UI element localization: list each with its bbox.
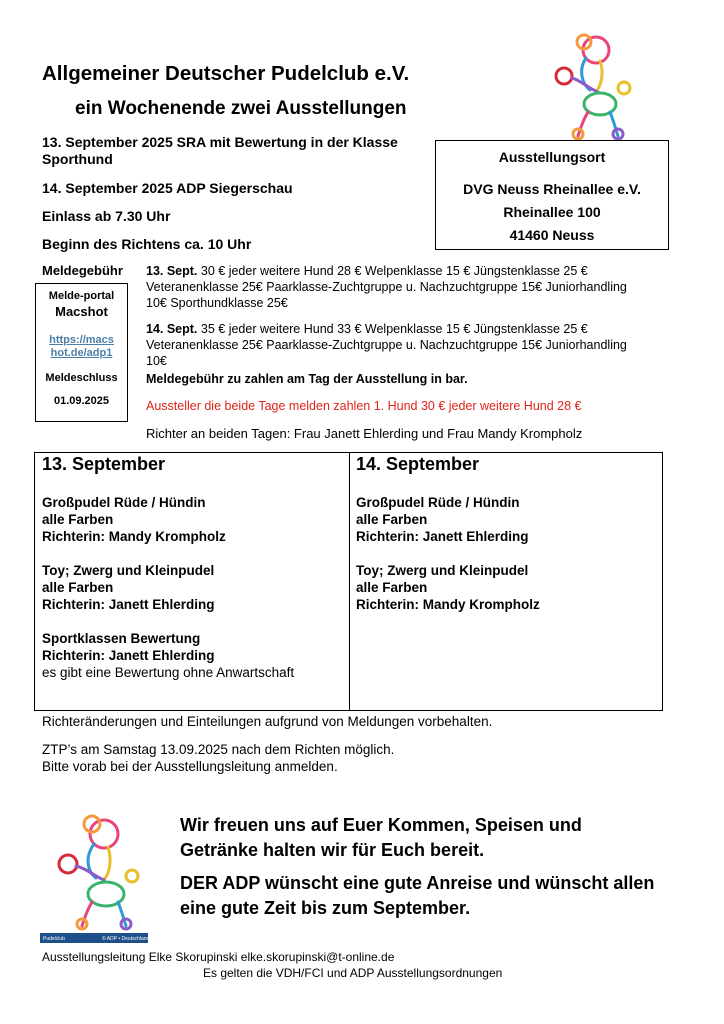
group-line: Toy; Zwerg und Kleinpudel <box>42 563 215 578</box>
fee-sept13-text: 30 € jeder weitere Hund 28 € Welpenklasse 15 € Jüngstenklasse 25 € Veteranenklasse 25€ Paarklasse-Zuchtgruppe u. Nachzuchtgruppe 15€ Juniorhandling 10€ Sporthundklasse 25€ <box>146 264 627 310</box>
payment-note: Meldegebühr zu zahlen am Tag der Ausstellung in bar. <box>146 372 468 386</box>
day2-group-1 <box>356 494 656 545</box>
group-judge: Richterin: Janett Ehlerding <box>42 597 215 612</box>
fee-label: Meldegebühr <box>42 263 123 278</box>
poodle-logo-top <box>538 28 638 140</box>
adp-line: 14. September 2025 ADP Siegerschau <box>42 180 293 196</box>
changes-note: Richteränderungen und Einteilungen aufgrund von Meldungen vorbehalten. <box>42 714 493 729</box>
ztp-note-1: ZTP’s am Samstag 13.09.2025 nach dem Richten möglich. <box>42 742 395 757</box>
melde-link-wrap <box>36 334 127 360</box>
poodle-icon <box>40 810 148 943</box>
group-judge: Richterin: Mandy Krompholz <box>42 529 226 544</box>
poodle-icon <box>538 28 638 140</box>
day2-heading: 14. September <box>356 454 480 474</box>
group-judge: Richterin: Janett Ehlerding <box>356 529 529 544</box>
group-line: Toy; Zwerg und Kleinpudel <box>356 563 529 578</box>
group-line: alle Farben <box>42 512 114 527</box>
group-line: Großpudel Rüde / Hündin <box>356 495 520 510</box>
venue-street: Rheinallee 100 <box>503 204 601 220</box>
day2-group-2 <box>356 562 656 613</box>
judging-start: Beginn des Richtens ca. 10 Uhr <box>42 236 252 252</box>
fee-sept13-date: 13. Sept. <box>146 264 198 278</box>
venue-name: DVG Neuss Rheinallee e.V. <box>463 181 641 197</box>
day1-group-3 <box>42 630 342 681</box>
day2-column <box>356 453 656 630</box>
fee-sept14 <box>146 321 646 369</box>
melde-portal-label: Melde-portal <box>48 290 115 302</box>
club-title: Allgemeiner Deutscher Pudelclub e.V. <box>42 62 410 85</box>
schedule-table <box>34 452 663 711</box>
ztp-note-2: Bitte vorab bei der Ausstellungsleitung anmelden. <box>42 759 338 774</box>
day1-heading: 13. September <box>42 454 166 474</box>
group-line: Sportklassen Bewertung <box>42 631 201 646</box>
venue-city: 41460 Neuss <box>509 227 595 243</box>
poodle-logo-bottom <box>40 810 148 943</box>
logo-caption-right: © ADP • Deutschland <box>102 936 148 942</box>
group-line: alle Farben <box>356 580 428 595</box>
entry-time: Einlass ab 7.30 Uhr <box>42 208 171 224</box>
group-line: Großpudel Rüde / Hündin <box>42 495 206 510</box>
deadline-date: 01.09.2025 <box>53 395 110 407</box>
both-days-note: Aussteller die beide Tage melden zahlen 1. Hund 30 € jeder weitere Hund 28 € <box>146 399 582 413</box>
judges-both-days: Richter an beiden Tagen: Frau Janett Ehlerding und Frau Mandy Krompholz <box>146 426 583 441</box>
column-divider <box>349 453 350 710</box>
venue-label: Ausstellungsort <box>498 149 606 165</box>
deadline-label: Meldeschluss <box>45 372 118 384</box>
day1-column <box>42 453 342 698</box>
melde-box <box>35 283 128 422</box>
fee-sept14-date: 14. Sept. <box>146 322 198 336</box>
group-judge: Richterin: Janett Ehlerding <box>42 648 215 663</box>
sra-line: 13. September 2025 SRA mit Bewertung in der Klasse Sporthund <box>42 134 398 167</box>
sport-note: es gibt eine Bewertung ohne Anwartschaft <box>42 665 295 680</box>
venue-box <box>435 140 669 250</box>
day1-group-1 <box>42 494 342 545</box>
group-line: alle Farben <box>42 580 114 595</box>
logo-caption-left: Pudelclub <box>43 936 65 942</box>
footer-leadership: Ausstellungsleitung Elke Skorupinski elke.skorupinski@t-online.de <box>42 950 395 964</box>
closing-welcome: Wir freuen uns auf Euer Kommen, Speisen und Getränke halten wir für Euch bereit. <box>180 815 582 860</box>
group-judge: Richterin: Mandy Krompholz <box>356 597 540 612</box>
group-line: alle Farben <box>356 512 428 527</box>
fee-sept14-text: 35 € jeder weitere Hund 33 € Welpenklasse 15 € Jüngstenklasse 25 € Veteranenklasse 25€ Paarklasse-Zuchtgruppe u. Nachzuchtgruppe 15€ Juniorhandling 10€ <box>146 322 627 368</box>
event-subtitle: ein Wochenende zwei Ausstellungen <box>75 98 407 119</box>
closing-wishes: DER ADP wünscht eine gute Anreise und wünscht allen eine gute Zeit bis zum September. <box>180 873 655 918</box>
footer-rules: Es gelten die VDH/FCI und ADP Ausstellungsordnungen <box>203 966 503 980</box>
melde-portal-name: Macshot <box>55 304 108 319</box>
fee-sept13 <box>146 263 646 311</box>
day1-group-2 <box>42 562 342 613</box>
melde-link[interactable]: https://macshot.de/adp1 <box>49 334 114 359</box>
